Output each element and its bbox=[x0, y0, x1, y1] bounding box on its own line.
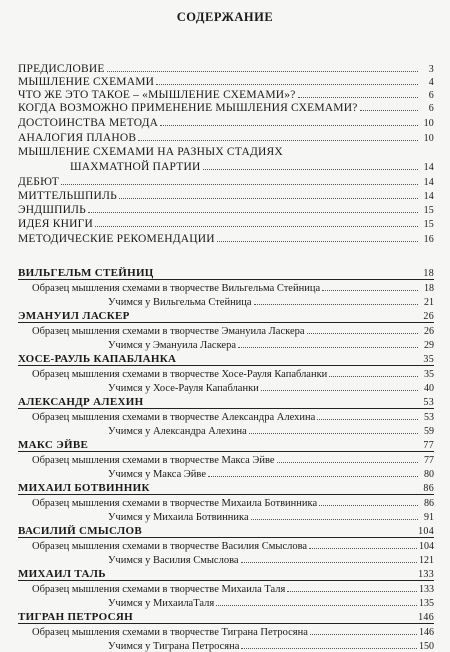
dot-leader bbox=[119, 198, 418, 199]
dot-leader bbox=[160, 125, 418, 126]
toc-entry-label: Учимся у Михаила Ботвинника bbox=[108, 512, 249, 523]
dot-leader bbox=[249, 433, 418, 434]
master-section bbox=[18, 523, 434, 566]
toc-entry-page: 150 bbox=[419, 641, 434, 652]
dot-leader bbox=[238, 347, 418, 348]
intro-section bbox=[18, 60, 434, 245]
toc-entry-learn bbox=[18, 595, 434, 609]
toc-entry-sample bbox=[18, 494, 434, 509]
toc-entry-label: Образец мышления схемами в творчестве Александра Алехина bbox=[32, 412, 316, 423]
toc-entry-page: 14 bbox=[423, 162, 434, 173]
toc-entry-sample bbox=[18, 322, 434, 337]
dot-leader bbox=[309, 548, 417, 549]
toc-entry-page: 16 bbox=[423, 234, 434, 245]
toc-entry-learn bbox=[18, 423, 434, 437]
toc-entry-page: 40 bbox=[424, 383, 434, 394]
toc-entry-label: Образец мышления схемами в творчестве Тиграна Петросяна bbox=[32, 627, 308, 638]
toc-entry-label: Учимся у Эмануила Ласкера bbox=[108, 340, 236, 351]
master-name: МИХАИЛ БОТВИННИК bbox=[18, 482, 150, 494]
toc-entry bbox=[18, 216, 434, 230]
toc-entry-page: 10 bbox=[423, 118, 434, 129]
toc-entry-page: 80 bbox=[424, 469, 434, 480]
toc-entry bbox=[18, 230, 434, 245]
master-heading bbox=[18, 609, 434, 623]
toc-entry-label: МЕТОДИЧЕСКИЕ РЕКОМЕНДАЦИИ bbox=[18, 233, 215, 245]
toc-entry-sample bbox=[18, 623, 434, 638]
dot-leader bbox=[208, 476, 418, 477]
dot-leader bbox=[322, 290, 418, 291]
toc-entry-label: МЫШЛЕНИЕ СХЕМАМИ bbox=[18, 76, 155, 88]
toc-entry-page: 77 bbox=[423, 440, 434, 451]
master-section bbox=[18, 437, 434, 480]
toc-entry-page: 29 bbox=[424, 340, 434, 351]
master-name: АЛЕКСАНДР АЛЕХИН bbox=[18, 396, 144, 408]
master-section bbox=[18, 351, 434, 394]
toc-entry bbox=[18, 101, 434, 114]
dot-leader bbox=[261, 390, 418, 391]
toc-entry-label: Образец мышления схемами в творчестве Вильгельма Стейница bbox=[32, 283, 321, 294]
toc-entry-label: ЭНДШПИЛЬ bbox=[18, 204, 86, 216]
toc-entry-label: ЧТО ЖЕ ЭТО ТАКОЕ – «МЫШЛЕНИЕ СХЕМАМИ»? bbox=[18, 89, 296, 101]
master-heading bbox=[18, 308, 434, 322]
toc-entry-label: Учимся у Александра Алехина bbox=[108, 426, 247, 437]
toc-entry-page: 35 bbox=[423, 354, 434, 365]
master-heading bbox=[18, 566, 434, 580]
toc-entry-label: КОГДА ВОЗМОЖНО ПРИМЕНЕНИЕ МЫШЛЕНИЯ СХЕМАМИ? bbox=[18, 102, 358, 114]
master-heading bbox=[18, 437, 434, 451]
toc-entry-learn bbox=[18, 509, 434, 523]
toc-entry-page: 59 bbox=[424, 426, 434, 437]
toc-entry-sample bbox=[18, 537, 434, 552]
toc-entry-learn bbox=[18, 337, 434, 351]
toc-entry-page: 18 bbox=[424, 283, 434, 294]
dot-leader bbox=[95, 226, 418, 227]
dot-leader bbox=[107, 71, 418, 72]
toc-entry-label: Учимся у МихаилаТаля bbox=[108, 598, 215, 609]
toc-entry-preface bbox=[18, 60, 434, 75]
toc-entry bbox=[18, 144, 434, 158]
masters-section bbox=[18, 265, 434, 652]
toc-entry-page: 104 bbox=[418, 526, 434, 537]
toc-entry-label: Образец мышления схемами в творчестве Макса Эйве bbox=[32, 455, 275, 466]
toc-entry bbox=[18, 75, 434, 88]
toc-entry-page: 86 bbox=[423, 483, 434, 494]
toc-entry-page: 133 bbox=[419, 584, 434, 595]
toc-entry-page: 35 bbox=[424, 369, 434, 380]
master-section bbox=[18, 609, 434, 652]
toc-entry-label: Учимся у Василия Смыслова bbox=[108, 555, 239, 566]
toc-entry-label: ПРЕДИСЛОВИЕ bbox=[18, 63, 105, 75]
toc-entry-label: Учимся у Тиграна Петросяна bbox=[108, 641, 240, 652]
toc-entry-page: 77 bbox=[424, 455, 434, 466]
dot-leader bbox=[329, 376, 418, 377]
master-section bbox=[18, 394, 434, 437]
dot-leader bbox=[241, 648, 417, 649]
toc-entry-label: Образец мышления схемами в творчестве Василия Смыслова bbox=[32, 541, 308, 552]
toc-entry-label: Образец мышления схемами в творчестве Михаила Таля bbox=[32, 584, 286, 595]
dot-leader bbox=[310, 634, 417, 635]
toc-entry-label: Образец мышления схемами в творчестве Хосе-Рауля Капабланки bbox=[32, 369, 328, 380]
toc-entry-label: МЫШЛЕНИЕ СХЕМАМИ НА РАЗНЫХ СТАДИЯХ bbox=[18, 146, 283, 158]
dot-leader bbox=[298, 97, 418, 98]
master-heading bbox=[18, 351, 434, 365]
master-name: ТИГРАН ПЕТРОСЯН bbox=[18, 611, 133, 623]
toc-entry-page: 3 bbox=[428, 64, 434, 75]
toc-entry-label: Образец мышления схемами в творчестве Михаила Ботвинника bbox=[32, 498, 318, 509]
dot-leader bbox=[254, 304, 418, 305]
dot-leader bbox=[241, 562, 417, 563]
dot-leader bbox=[251, 519, 418, 520]
toc-entry-page: 6 bbox=[428, 90, 434, 101]
master-heading bbox=[18, 480, 434, 494]
toc-entry-page: 53 bbox=[424, 412, 434, 423]
dot-leader bbox=[319, 505, 418, 506]
toc-entry bbox=[18, 158, 434, 173]
master-name: МИХАИЛ ТАЛЬ bbox=[18, 568, 106, 580]
master-name: ВАСИЛИЙ СМЫСЛОВ bbox=[18, 525, 142, 537]
toc-entry-label: Учимся у Макса Эйве bbox=[108, 469, 206, 480]
toc-entry bbox=[18, 114, 434, 129]
dot-leader bbox=[317, 419, 418, 420]
toc-entry-page: 26 bbox=[423, 311, 434, 322]
table-of-contents bbox=[18, 60, 434, 652]
toc-entry-label: Учимся у Вильгельма Стейница bbox=[108, 297, 252, 308]
toc-entry bbox=[18, 188, 434, 202]
toc-entry-label: ДОСТОИНСТВА МЕТОДА bbox=[18, 117, 159, 129]
toc-entry-page: 21 bbox=[424, 297, 434, 308]
toc-entry-page: 6 bbox=[428, 103, 434, 114]
toc-entry-page: 86 bbox=[424, 498, 434, 509]
toc-entry-sample bbox=[18, 365, 434, 380]
toc-entry-sample bbox=[18, 279, 434, 294]
toc-entry-sample bbox=[18, 451, 434, 466]
toc-entry-page: 104 bbox=[419, 541, 434, 552]
dot-leader bbox=[138, 140, 418, 141]
dot-leader bbox=[217, 241, 418, 242]
toc-entry-page: 18 bbox=[423, 268, 434, 279]
dot-leader bbox=[61, 184, 418, 185]
toc-entry-sample bbox=[18, 408, 434, 423]
toc-entry-page: 135 bbox=[419, 598, 434, 609]
toc-entry-learn bbox=[18, 294, 434, 308]
dot-leader bbox=[277, 462, 418, 463]
toc-entry-page: 91 bbox=[424, 512, 434, 523]
toc-entry-learn bbox=[18, 380, 434, 394]
toc-entry bbox=[18, 88, 434, 101]
dot-leader bbox=[287, 591, 417, 592]
toc-entry bbox=[18, 202, 434, 216]
toc-entry-sample bbox=[18, 580, 434, 595]
toc-entry-page: 15 bbox=[423, 205, 434, 216]
dot-leader bbox=[360, 110, 418, 111]
dot-leader bbox=[307, 333, 418, 334]
dot-leader bbox=[203, 169, 418, 170]
toc-entry-page: 14 bbox=[423, 177, 434, 188]
toc-entry-page: 121 bbox=[419, 555, 434, 566]
master-name: МАКС ЭЙВЕ bbox=[18, 439, 89, 451]
master-heading bbox=[18, 394, 434, 408]
master-section bbox=[18, 265, 434, 308]
toc-entry-label: МИТТЕЛЬШПИЛЬ bbox=[18, 190, 117, 202]
master-name: ЭМАНУИЛ ЛАСКЕР bbox=[18, 310, 130, 322]
toc-entry-page: 146 bbox=[419, 627, 434, 638]
toc-entry-page: 53 bbox=[423, 397, 434, 408]
toc-entry-label: АНАЛОГИЯ ПЛАНОВ bbox=[18, 132, 137, 144]
toc-entry-page: 10 bbox=[423, 133, 434, 144]
toc-entry-label: Образец мышления схемами в творчестве Эмануила Ласкера bbox=[32, 326, 305, 337]
toc-entry-page: 146 bbox=[418, 612, 434, 623]
toc-entry-learn bbox=[18, 466, 434, 480]
master-name: ВИЛЬГЕЛЬМ СТЕЙНИЦ bbox=[18, 267, 154, 279]
master-heading bbox=[18, 523, 434, 537]
toc-entry-learn bbox=[18, 552, 434, 566]
toc-entry bbox=[18, 129, 434, 144]
dot-leader bbox=[216, 605, 417, 606]
toc-entry-page: 4 bbox=[428, 77, 434, 88]
toc-entry-learn bbox=[18, 638, 434, 652]
master-section bbox=[18, 308, 434, 351]
toc-entry bbox=[18, 173, 434, 188]
toc-entry-page: 133 bbox=[418, 569, 434, 580]
master-section bbox=[18, 480, 434, 523]
toc-entry-label: Учимся у Хосе-Рауля Капабланки bbox=[108, 383, 259, 394]
toc-entry-page: 14 bbox=[423, 191, 434, 202]
master-heading bbox=[18, 265, 434, 279]
toc-entry-label: ШАХМАТНОЙ ПАРТИИ bbox=[70, 161, 201, 173]
dot-leader bbox=[88, 212, 418, 213]
toc-entry-label: ДЕБЮТ bbox=[18, 176, 60, 188]
master-section bbox=[18, 566, 434, 609]
page-title: СОДЕРЖАНИЕ bbox=[176, 10, 274, 24]
master-name: ХОСЕ-РАУЛЬ КАПАБЛАНКА bbox=[18, 353, 177, 365]
toc-entry-page: 26 bbox=[424, 326, 434, 337]
toc-entry-label: ИДЕЯ КНИГИ bbox=[18, 218, 93, 230]
toc-entry-page: 15 bbox=[423, 219, 434, 230]
dot-leader bbox=[156, 84, 418, 85]
